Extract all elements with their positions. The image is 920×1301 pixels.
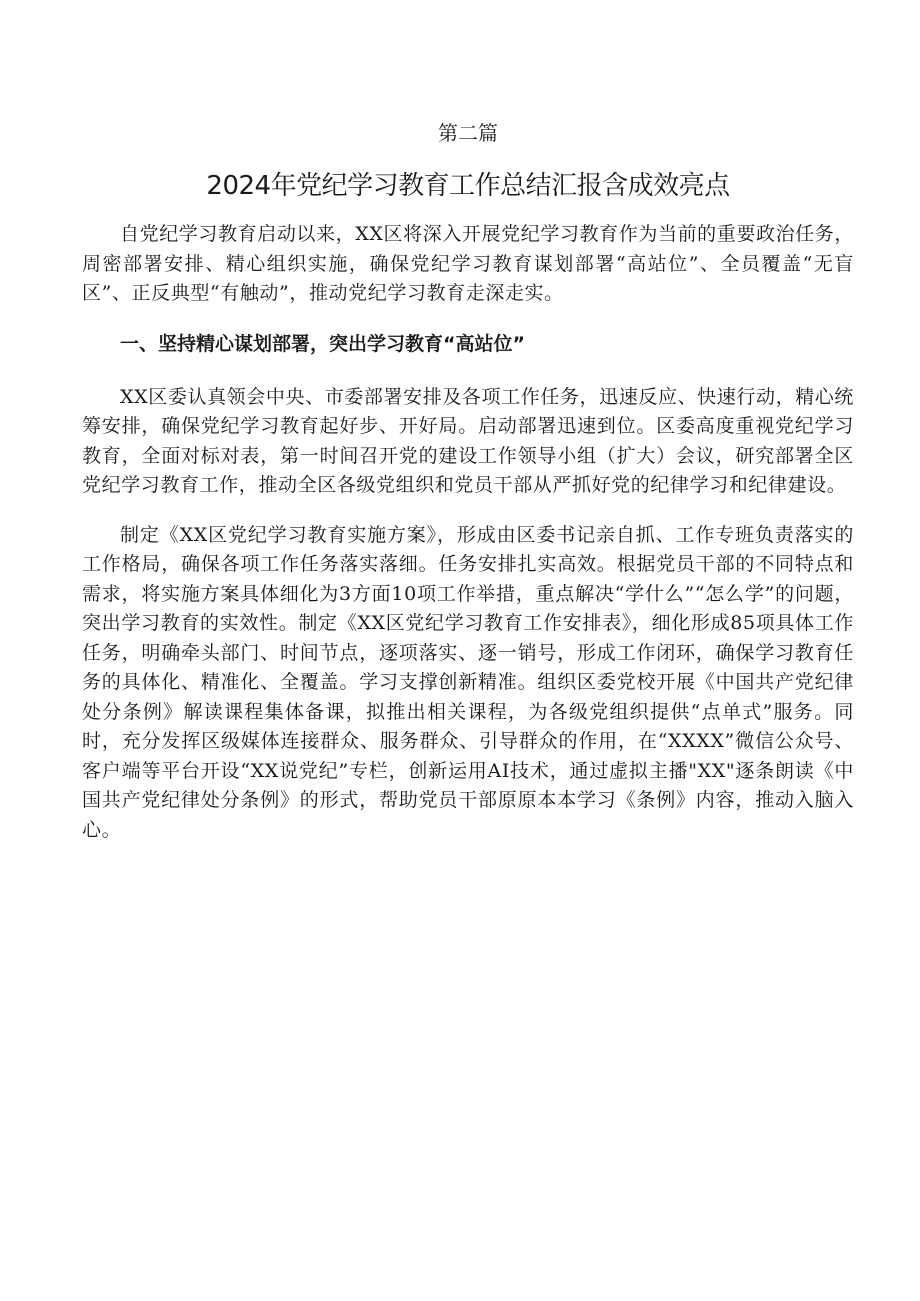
- intro-paragraph: 自党纪学习教育启动以来，XX区将深入开展党纪学习教育作为当前的重要政治任务，周密部署安排、精心组织实施，确保党纪学习教育谋划部署“高站位”、全员覆盖“无盲区”、正反典型“有触动”，推动党纪学习教育走深走实。: [82, 223, 854, 304]
- document-title: 2024年党纪学习教育工作总结汇报含成效亮点: [206, 171, 730, 201]
- section-1-paragraph-2: 制定《XX区党纪学习教育实施方案》，形成由区委书记亲自抓、工作专班负责落实的工作格局，确保各项工作任务落实落细。任务安排扎实高效。根据党员干部的不同特点和需求，将实施方案具体细化为3方面10项工作举措，重点解决“学什么”“怎么学”的问题，突出学习教育的实效性。制定《XX区党纪学习教育工作安排表》，细化形成85项具体工作任务，明确牵头部门、时间节点，逐项落实、逐一销号，形成工作闭环，确保学习教育任务的具体化、精准化、全覆盖。学习支撑创新精准。组织区委党校开展《中国共产党纪律处分条例》解读课程集体备课，拟推出相关课程，为各级党组织提供“点单式”服务。同时，充分发挥区级媒体连接群众、服务群众、引导群众的作用，在“XXXX”微信公众号、客户端等平台开设“XX说党纪”专栏，创新运用AI技术，通过虚拟主播"XX"逐条朗读《中国共产党纪律处分条例》的形式，帮助党员干部原原本本学习《条例》内容，推动入脑入心。: [82, 523, 854, 841]
- chapter-label: 第二篇: [438, 121, 498, 145]
- section-1-paragraph-1: XX区委认真领会中央、市委部署安排及各项工作任务，迅速反应、快速行动，精心统筹安排，确保党纪学习教育起好步、开好局。启动部署迅速到位。区委高度重视党纪学习教育，全面对标对表，第一时间召开党的建设工作领导小组（扩大）会议，研究部署全区党纪学习教育工作，推动全区各级党组织和党员干部从严抓好党的纪律学习和纪律建设。: [82, 385, 854, 496]
- section-heading-1: 一、坚持精心谋划部署，突出学习教育“高站位”: [120, 332, 525, 355]
